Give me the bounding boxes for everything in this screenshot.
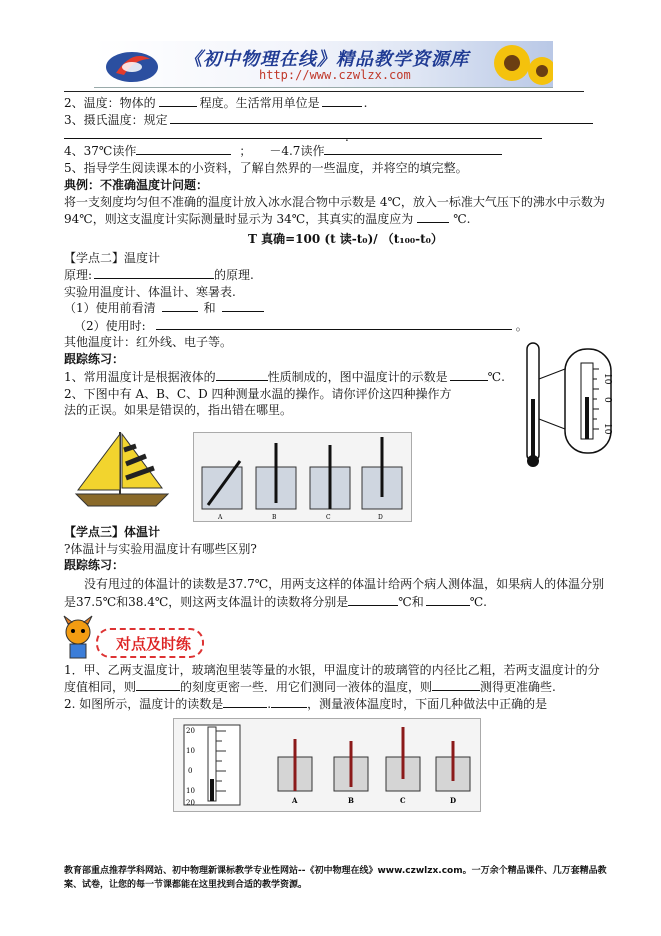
practice-title-2: 跟踪练习：: [64, 558, 125, 572]
sunflower-icon: [488, 41, 553, 87]
formula: T 真确=100 (t 读-t₀)/ （t₁₀₀-t₀）: [248, 232, 443, 246]
blank[interactable]: [417, 211, 449, 223]
blank[interactable]: [222, 300, 264, 312]
other-thermometers: 其他温度计：红外线、电子等。: [64, 335, 233, 349]
blank[interactable]: [94, 267, 214, 279]
blank[interactable]: [432, 679, 480, 691]
beaker-figure-1: [193, 432, 412, 522]
blank[interactable]: [223, 696, 267, 708]
blank[interactable]: [64, 138, 542, 139]
item-3: 3、摄氏温度：规定: [64, 112, 593, 128]
thermo-tick: 0: [602, 397, 612, 403]
question-1a: 1．甲、乙两支温度计，玻璃泡里装等量的水银，甲温度计的玻璃管的内径比乙粗，若两支温度计的分: [64, 663, 600, 677]
option-label: B: [272, 514, 277, 521]
question-3: ?体温计与实验用温度计有哪些区别?: [64, 542, 257, 556]
example-title: 典例：不准确温度计问题：: [64, 178, 209, 192]
item-4: 4、37℃读作 ； －4.7读作: [64, 143, 502, 159]
thermometer-kinds: 实验用温度计、体温计、寒暑表.: [64, 285, 236, 299]
site-url[interactable]: http://www.czwlzx.com: [259, 68, 411, 82]
option-label: A: [218, 514, 223, 521]
scale-tick: 10: [186, 747, 195, 755]
scale-tick: 20: [186, 799, 195, 807]
practice-title: 跟踪练习：: [64, 352, 125, 366]
question-1b: 度值相同，则 的刻度更密一些．用它们测同一液体的温度，则 测得更准确些.: [64, 680, 556, 694]
blank[interactable]: [271, 696, 307, 708]
question-2: 2. 如图所示，温度计的读数是 . ，测量液体温度时，下面几种做法中正确的是: [64, 697, 548, 711]
blank[interactable]: [450, 369, 488, 381]
option-label: C: [326, 514, 331, 521]
sailboat-image: [72, 428, 172, 512]
option-label: C: [400, 796, 406, 805]
item-3-dot: .: [345, 130, 349, 144]
section-2-title: 【学点二】温度计: [64, 251, 161, 265]
thermometer-figure: [521, 339, 621, 471]
cartoon-fox-icon: [58, 614, 98, 662]
section-3-title: 【学点三】体温计: [64, 525, 161, 539]
scale-tick: 20: [186, 727, 195, 735]
option-label: A: [292, 796, 298, 805]
blank[interactable]: [159, 95, 197, 107]
blank[interactable]: [162, 300, 198, 312]
principle: 原理: 的原理.: [64, 268, 254, 282]
practice-3a: 没有甩过的体温计的读数是37.7℃，用两支这样的体温计给两个病人测体温，如果病人的体温分别: [84, 577, 605, 591]
practice-2a: 2、下图中有 A、B、C、D 四种测量水温的操作。请你评价这四种操作方: [64, 387, 452, 401]
item-5: 5、指导学生阅读课本的小资料，了解自然界的一些温度，并将空的填完整。: [64, 161, 468, 175]
option-label: D: [378, 514, 383, 521]
blank[interactable]: [170, 112, 593, 124]
site-logo: [102, 45, 162, 85]
use-during: （2）使用时: 。: [74, 319, 528, 333]
header-banner: [94, 41, 553, 88]
blank[interactable]: [156, 318, 512, 330]
blank[interactable]: [426, 594, 470, 606]
practice-2b: 法的正误。如果是错误的，指出错在哪里。: [64, 403, 293, 417]
use-before: （1）使用前看清 和: [64, 300, 264, 316]
site-title: 《初中物理在线》精品教学资源库: [184, 49, 469, 70]
scale-tick: 10: [186, 787, 195, 795]
page-footer: 教育部重点推荐学科网站、初中物理新课标教学专业性网站--《初中物理在线》www.czwlzx.com。一万余个精品课件、几万套精品教案、试卷，让您的每一节课都能在这里找到合适的教学资源。: [64, 866, 607, 890]
blank[interactable]: [322, 95, 362, 107]
item-2: 2、温度：物体的 程度。生活常用单位是 .: [64, 96, 368, 110]
blank[interactable]: [216, 369, 268, 381]
beaker-figure-2: [173, 718, 481, 812]
blank[interactable]: [324, 143, 502, 155]
blank[interactable]: [348, 594, 398, 606]
example-body-2: 94℃，则这支温度计实际测量时显示为 34℃，其真实的温度应为 ℃.: [64, 212, 471, 226]
practice-badge: 对点及时练: [96, 628, 204, 658]
blank[interactable]: [136, 679, 180, 691]
scale-tick: 0: [188, 767, 193, 775]
header-rule: [64, 91, 584, 92]
practice-1: 1、常用温度计是根据液体的 性质制成的，图中温度计的示数是 ℃.: [64, 370, 505, 384]
option-label: B: [348, 796, 354, 805]
option-label: D: [450, 796, 457, 805]
thermo-tick: 10: [602, 423, 612, 435]
practice-3b: 是37.5℃和38.4℃，则这两支体温计的读数将分别是 ℃和 ℃.: [64, 595, 487, 609]
example-body-1: 将一支刻度均匀但不准确的温度计放入冰水混合物中示数是 4℃，放入一标准大气压下的沸水中示数为: [64, 195, 605, 209]
blank[interactable]: [136, 143, 231, 155]
thermo-tick: 10: [602, 373, 612, 385]
